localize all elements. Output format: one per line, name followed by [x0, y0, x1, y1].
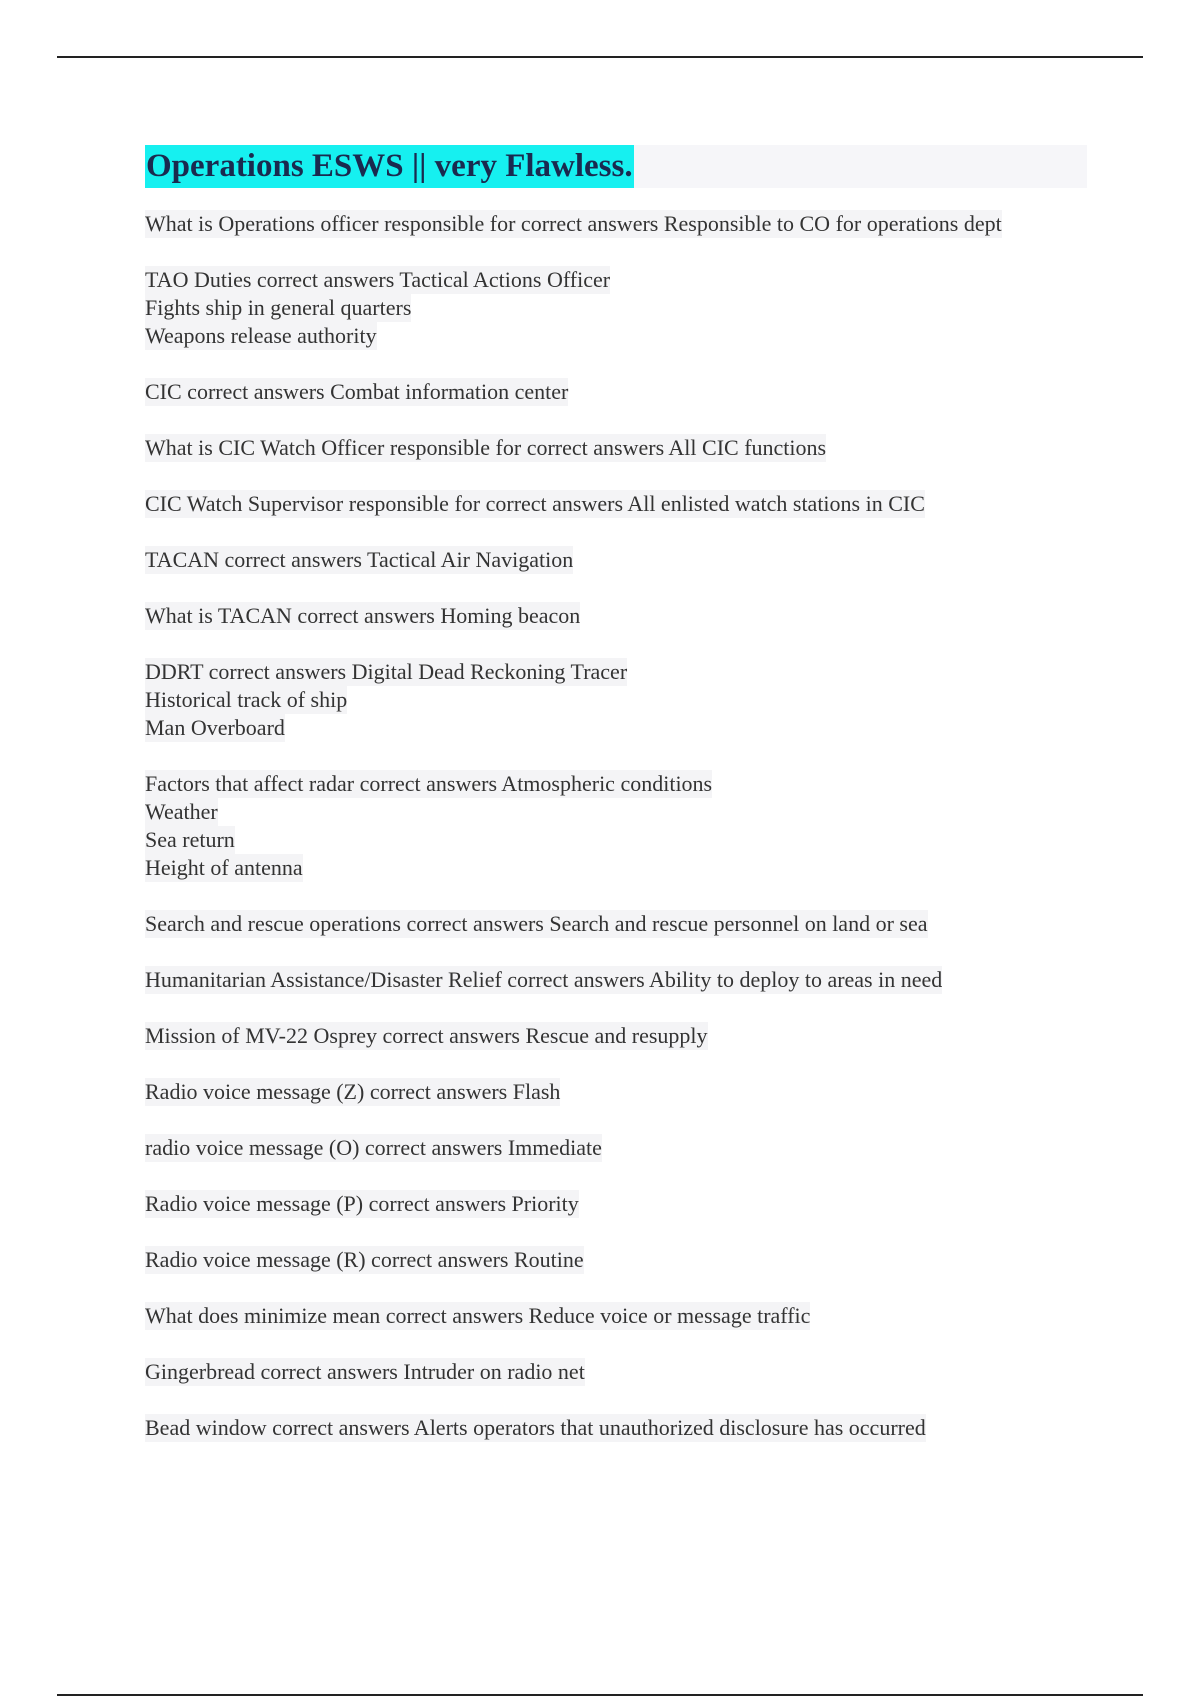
qa-question-answer: Bead window correct answers Alerts operators that unauthorized disclosure has occurred [145, 1415, 926, 1440]
qa-item [145, 1022, 1095, 1050]
qa-item [145, 546, 1095, 574]
qa-question-answer: CIC Watch Supervisor responsible for correct answers All enlisted watch stations in CIC [145, 491, 925, 516]
qa-question-answer: TACAN correct answers Tactical Air Navigation [145, 547, 574, 572]
qa-answer-continuation: Man Overboard [145, 715, 285, 740]
qa-item [145, 658, 1095, 742]
qa-item [145, 378, 1095, 406]
qa-item [145, 770, 1095, 882]
qa-question-answer: What is Operations officer responsible for correct answers Responsible to CO for operations dept [145, 211, 1002, 236]
qa-question-answer: Humanitarian Assistance/Disaster Relief correct answers Ability to deploy to areas in need [145, 967, 943, 992]
qa-answer-continuation: Height of antenna [145, 855, 303, 880]
qa-question-answer: TAO Duties correct answers Tactical Actions Officer [145, 267, 611, 292]
qa-question-answer: Radio voice message (Z) correct answers Flash [145, 1079, 561, 1104]
qa-item [145, 1246, 1095, 1274]
qa-question-answer: Radio voice message (R) correct answers Routine [145, 1247, 584, 1272]
document-title: Operations ESWS || very Flawless. [145, 145, 634, 188]
qa-question-answer: Radio voice message (P) correct answers Priority [145, 1191, 579, 1216]
qa-answer-continuation: Historical track of ship [145, 687, 348, 712]
qa-question-answer: What does minimize mean correct answers Reduce voice or message traffic [145, 1303, 811, 1328]
qa-list [145, 210, 1095, 1470]
qa-question-answer: Gingerbread correct answers Intruder on radio net [145, 1359, 585, 1384]
qa-item [145, 210, 1095, 238]
qa-item [145, 266, 1095, 350]
qa-item [145, 910, 1095, 938]
qa-item [145, 1134, 1095, 1162]
qa-item [145, 434, 1095, 462]
qa-item [145, 602, 1095, 630]
qa-item [145, 1190, 1095, 1218]
qa-item [145, 966, 1095, 994]
qa-item [145, 1358, 1095, 1386]
qa-question-answer: CIC correct answers Combat information center [145, 379, 569, 404]
qa-question-answer: Factors that affect radar correct answers Atmospheric conditions [145, 771, 713, 796]
qa-answer-continuation: Weather [145, 799, 218, 824]
qa-answer-continuation: Weapons release authority [145, 323, 377, 348]
top-divider [57, 56, 1143, 58]
qa-question-answer: Mission of MV-22 Osprey correct answers Rescue and resupply [145, 1023, 708, 1048]
qa-question-answer: radio voice message (O) correct answers Immediate [145, 1135, 602, 1160]
qa-question-answer: DDRT correct answers Digital Dead Reckoning Tracer [145, 659, 628, 684]
qa-answer-continuation: Sea return [145, 827, 235, 852]
qa-question-answer: What is TACAN correct answers Homing beacon [145, 603, 581, 628]
qa-answer-continuation: Fights ship in general quarters [145, 295, 412, 320]
qa-item [145, 1302, 1095, 1330]
qa-question-answer: What is CIC Watch Officer responsible for correct answers All CIC functions [145, 435, 827, 460]
bottom-divider [57, 1694, 1143, 1696]
qa-item [145, 490, 1095, 518]
qa-item [145, 1414, 1095, 1442]
qa-item [145, 1078, 1095, 1106]
qa-question-answer: Search and rescue operations correct answers Search and rescue personnel on land or sea [145, 911, 928, 936]
